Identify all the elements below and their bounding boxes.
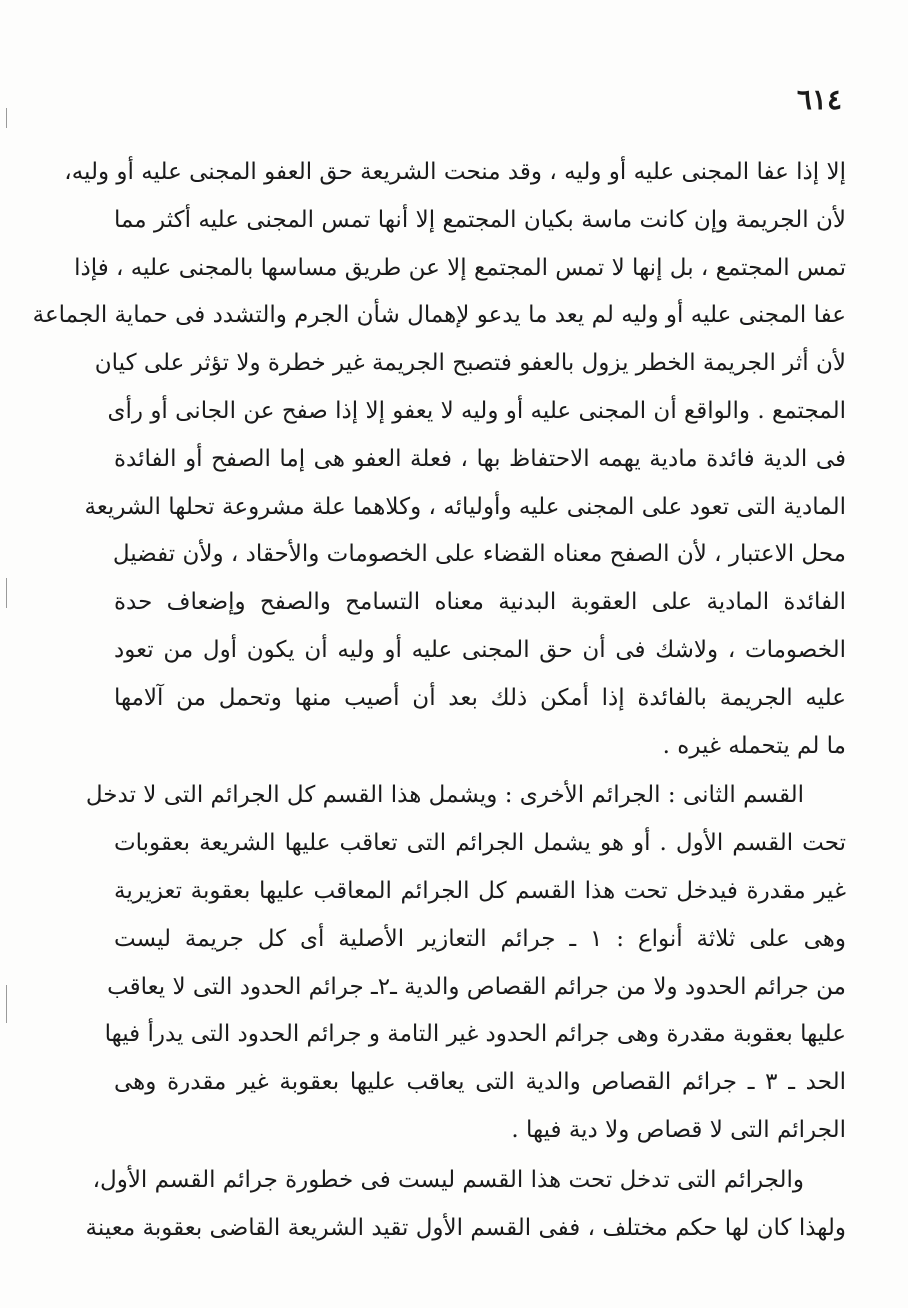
text-line: إلا إذا عفا المجنى عليه أو وليه ، وقد منحت الشريعة حق العفو المجنى عليه أو وليه، [64,159,846,185]
scan-edge-mark [6,578,7,608]
text-line: ما لم يتحمله غيره . [662,732,846,759]
text-line: لأن أثر الجريمة الخطر يزول بالعفو فتصبح الجريمة غير خطرة ولا تؤثر على كيان [94,350,846,377]
text-line: عفا المجنى عليه أو وليه لم يعد ما يدعو لإهمال شأن الجرم والتشدد فى حماية الجماعة [32,302,846,329]
paragraph [85,1157,846,1253]
paragraph [32,149,846,770]
text-line: الفائدة المادية على العقوبة البدنية معناه التسامح والصفح وإضعاف حدة [114,589,846,616]
text-line: القسم الثانى : الجرائم الأخرى : ويشمل هذا القسم كل الجرائم التى لا تدخل [85,782,804,809]
text-line: عليه الجريمة بالفائدة إذا أمكن ذلك بعد أن أصيب منها وتحمل من آلامها [114,684,846,711]
text-line: المجتمع . والواقع أن المجنى عليه أو وليه لا يعفو إلا إذا صفح عن الجانى أو رأى [107,397,846,424]
body-text [32,149,846,1252]
text-line: من جرائم الحدود ولا من جرائم القصاص والدية ـ٢ـ جرائم الحدود التى لا يعاقب [107,973,846,1000]
text-line: لأن الجريمة وإن كانت ماسة بكيان المجتمع إلا أنها تمس المجنى عليه أكثر مما [114,206,846,233]
text-line: الحد ـ ٣ ـ جرائم القصاص والدية التى يعاقب عليها بعقوبة غير مقدرة وهى [114,1069,846,1096]
text-line: وهى على ثلاثة أنواع : ١ ـ جرائم التعازير الأصلية أى كل جريمة ليست [114,925,846,952]
text-line: الجرائم التى لا قصاص ولا دية فيها . [511,1116,846,1143]
text-line: ولهذا كان لها حكم مختلف ، ففى القسم الأول تقيد الشريعة القاضى بعقوبة معينة [85,1214,846,1241]
text-line: تمس المجتمع ، بل إنها لا تمس المجتمع إلا عن طريق مساسها بالمجنى عليه ، فإذا [74,254,846,281]
text-line: غير مقدرة فيدخل تحت هذا القسم كل الجرائم المعاقب عليها بعقوبة تعزيرية [114,877,846,904]
scan-edge-mark [6,985,7,1023]
scan-edge-mark [6,108,7,128]
text-line: تحت القسم الأول . أو هو يشمل الجرائم التى تعاقب عليها الشريعة بعقوبات [114,830,846,857]
paragraph [85,772,846,1154]
text-line: المادية التى تعود على المجنى عليه وأوليائه ، وكلاهما علة مشروعة تحلها الشريعة [84,493,846,520]
text-line: الخصومات ، ولاشك فى أن حق المجنى عليه أو وليه أن يكون أول من تعود [114,636,846,663]
text-line: عليها بعقوبة مقدرة وهى جرائم الحدود غير التامة و جرائم الحدود التى يدرأ فيها [104,1021,846,1048]
text-line: محل الاعتبار ، لأن الصفح معناه القضاء على الخصومات والأحقاد ، ولأن تفضيل [112,541,846,568]
text-line: فى الدية فائدة مادية يهمه الاحتفاظ بها ، فعلة العفو هى إما الصفح أو الفائدة [114,445,846,472]
text-line: والجرائم التى تدخل تحت هذا القسم ليست فى خطورة جرائم القسم الأول، [92,1166,804,1193]
page-number: ٦١٤ [796,83,842,116]
